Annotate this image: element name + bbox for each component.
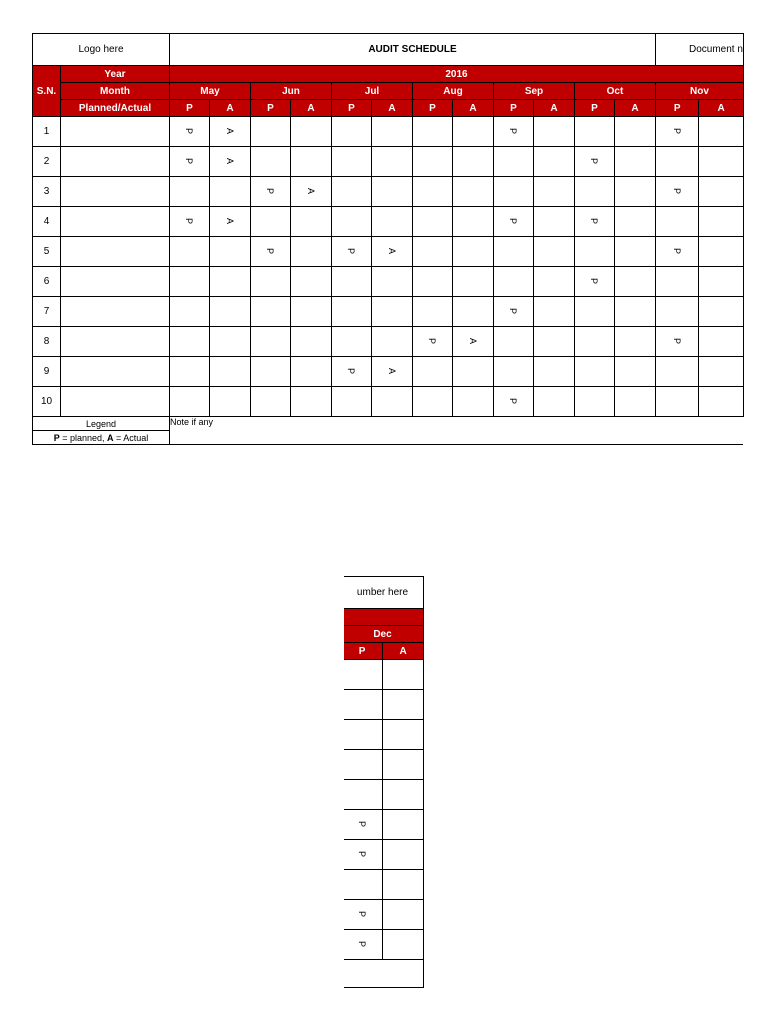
row-number: 8 (33, 327, 61, 357)
schedule-cell[interactable] (344, 780, 383, 810)
schedule-cell[interactable] (615, 387, 656, 417)
schedule-cell[interactable] (699, 327, 744, 357)
audit-name-cell[interactable] (61, 237, 170, 267)
schedule-cell[interactable] (656, 267, 699, 297)
month-jul: Jul (332, 83, 413, 100)
schedule-cell[interactable] (575, 177, 615, 207)
may-a-header: A (210, 100, 251, 117)
schedule-mark: P (184, 157, 195, 165)
schedule-cell[interactable] (413, 297, 453, 327)
table-row (33, 237, 744, 267)
schedule-cell[interactable] (615, 177, 656, 207)
legend-title: Legend (33, 417, 170, 431)
schedule-cell[interactable] (251, 297, 291, 327)
schedule-cell[interactable] (413, 267, 453, 297)
month-may: May (170, 83, 251, 100)
schedule-cell[interactable] (344, 810, 383, 840)
schedule-cell[interactable] (344, 900, 383, 930)
schedule-mark: P (357, 850, 368, 858)
schedule-cell[interactable] (372, 147, 413, 177)
schedule-cell[interactable] (615, 147, 656, 177)
aug-a-header: A (453, 100, 494, 117)
oct-p-header: P (575, 100, 615, 117)
schedule-cell[interactable] (575, 327, 615, 357)
schedule-cell[interactable] (210, 357, 251, 387)
audit-name-cell[interactable] (61, 147, 170, 177)
schedule-mark: A (386, 367, 397, 375)
schedule-cell[interactable] (210, 267, 251, 297)
schedule-mark: P (265, 247, 276, 255)
schedule-cell[interactable] (291, 237, 332, 267)
month-aug: Aug (413, 83, 494, 100)
may-p-header: P (170, 100, 210, 117)
table-row (33, 297, 744, 327)
schedule-cell[interactable] (251, 147, 291, 177)
schedule-cell[interactable] (291, 177, 332, 207)
schedule-cell[interactable] (170, 387, 210, 417)
schedule-cell[interactable] (210, 327, 251, 357)
schedule-mark: P (184, 217, 195, 225)
table-row (33, 387, 744, 417)
schedule-cell[interactable] (344, 720, 383, 750)
schedule-cell[interactable] (170, 327, 210, 357)
table-row (33, 207, 744, 237)
sep-p-header: P (494, 100, 534, 117)
schedule-cell[interactable] (615, 117, 656, 147)
schedule-cell[interactable] (656, 327, 699, 357)
month-nov: Nov (656, 83, 744, 100)
audit-name-cell[interactable] (61, 207, 170, 237)
schedule-cell[interactable] (656, 207, 699, 237)
schedule-mark: A (305, 187, 316, 195)
schedule-cell[interactable] (615, 357, 656, 387)
schedule-cell[interactable] (575, 207, 615, 237)
table-row (33, 327, 744, 357)
table-row (33, 357, 744, 387)
schedule-cell[interactable] (344, 750, 383, 780)
schedule-cell[interactable] (251, 387, 291, 417)
schedule-cell[interactable] (210, 297, 251, 327)
sn-header: S.N. (33, 66, 61, 117)
schedule-cell[interactable] (251, 237, 291, 267)
jul-a-header: A (372, 100, 413, 117)
schedule-mark: P (508, 217, 519, 225)
row-number: 1 (33, 117, 61, 147)
audit-name-cell[interactable] (61, 177, 170, 207)
schedule-cell[interactable] (656, 387, 699, 417)
schedule-cell[interactable] (344, 690, 383, 720)
schedule-cell[interactable] (383, 720, 424, 750)
schedule-cell[interactable] (332, 327, 372, 357)
schedule-cell[interactable] (383, 900, 424, 930)
month-label: Month (61, 83, 170, 100)
schedule-cell[interactable] (251, 117, 291, 147)
row-number: 3 (33, 177, 61, 207)
schedule-cell[interactable] (332, 177, 372, 207)
schedule-cell[interactable] (534, 237, 575, 267)
schedule-cell[interactable] (251, 327, 291, 357)
note-field: Note if any (170, 417, 744, 445)
schedule-cell[interactable] (453, 357, 494, 387)
schedule-cell[interactable] (453, 267, 494, 297)
schedule-cell[interactable] (291, 117, 332, 147)
schedule-cell[interactable] (453, 147, 494, 177)
schedule-cell[interactable] (372, 297, 413, 327)
table-row (33, 117, 744, 147)
schedule-cell[interactable] (170, 357, 210, 387)
note-field-continued (344, 960, 424, 988)
schedule-cell[interactable] (413, 117, 453, 147)
schedule-cell[interactable] (656, 117, 699, 147)
schedule-cell[interactable] (699, 357, 744, 387)
schedule-cell[interactable] (251, 357, 291, 387)
row-number: 9 (33, 357, 61, 387)
schedule-cell[interactable] (453, 177, 494, 207)
schedule-mark: P (265, 187, 276, 195)
schedule-cell[interactable] (413, 387, 453, 417)
schedule-cell[interactable] (656, 237, 699, 267)
schedule-cell[interactable] (699, 117, 744, 147)
schedule-cell[interactable] (699, 237, 744, 267)
table-row (344, 840, 424, 870)
logo-placeholder: Logo here (33, 34, 170, 66)
schedule-cell[interactable] (575, 357, 615, 387)
schedule-cell[interactable] (575, 297, 615, 327)
schedule-cell[interactable] (291, 267, 332, 297)
schedule-cell[interactable] (413, 237, 453, 267)
schedule-cell[interactable] (699, 297, 744, 327)
schedule-cell[interactable] (383, 690, 424, 720)
schedule-cell[interactable] (372, 387, 413, 417)
audit-name-cell[interactable] (61, 267, 170, 297)
schedule-cell[interactable] (291, 327, 332, 357)
schedule-cell[interactable] (372, 267, 413, 297)
schedule-mark: P (357, 820, 368, 828)
audit-name-cell[interactable] (61, 387, 170, 417)
audit-name-cell[interactable] (61, 117, 170, 147)
schedule-cell[interactable] (615, 297, 656, 327)
schedule-cell[interactable] (383, 780, 424, 810)
row-number: 7 (33, 297, 61, 327)
page-2 (344, 576, 426, 996)
schedule-cell[interactable] (210, 177, 251, 207)
schedule-cell[interactable] (383, 660, 424, 690)
schedule-mark: P (508, 127, 519, 135)
month-sep: Sep (494, 83, 575, 100)
aug-p-header: P (413, 100, 453, 117)
schedule-cell[interactable] (494, 177, 534, 207)
schedule-cell[interactable] (494, 117, 534, 147)
schedule-cell[interactable] (534, 117, 575, 147)
table-row (33, 267, 744, 297)
schedule-cell[interactable] (372, 177, 413, 207)
schedule-cell[interactable] (534, 327, 575, 357)
schedule-cell[interactable] (699, 387, 744, 417)
schedule-mark: P (589, 157, 600, 165)
schedule-cell[interactable] (494, 147, 534, 177)
schedule-mark: A (224, 157, 235, 165)
sep-a-header: A (534, 100, 575, 117)
schedule-cell[interactable] (291, 147, 332, 177)
schedule-cell[interactable] (332, 147, 372, 177)
schedule-cell[interactable] (494, 237, 534, 267)
row-number: 4 (33, 207, 61, 237)
schedule-cell[interactable] (170, 297, 210, 327)
schedule-cell[interactable] (453, 297, 494, 327)
month-dec: Dec (344, 626, 424, 643)
schedule-cell[interactable] (291, 297, 332, 327)
table-row (344, 690, 424, 720)
table-row (344, 780, 424, 810)
schedule-cell[interactable] (210, 237, 251, 267)
schedule-cell[interactable] (372, 117, 413, 147)
schedule-mark: P (184, 127, 195, 135)
document-number-left: Document n (656, 34, 744, 66)
jun-p-header: P (251, 100, 291, 117)
schedule-cell[interactable] (494, 267, 534, 297)
nov-p-header: P (656, 100, 699, 117)
audit-name-cell[interactable] (61, 327, 170, 357)
month-jun: Jun (251, 83, 332, 100)
schedule-cell[interactable] (575, 117, 615, 147)
schedule-cell[interactable] (575, 267, 615, 297)
schedule-mark: A (224, 217, 235, 225)
schedule-cell[interactable] (413, 147, 453, 177)
schedule-cell[interactable] (656, 177, 699, 207)
schedule-cell[interactable] (534, 147, 575, 177)
jul-p-header: P (332, 100, 372, 117)
schedule-cell[interactable] (413, 327, 453, 357)
schedule-cell[interactable] (656, 357, 699, 387)
schedule-cell[interactable] (332, 297, 372, 327)
schedule-cell[interactable] (332, 357, 372, 387)
schedule-cell[interactable] (210, 387, 251, 417)
dec-p-header: P (344, 643, 383, 660)
legend-text: P = planned, A = Actual (33, 431, 170, 445)
schedule-cell[interactable] (170, 207, 210, 237)
page-1 (32, 33, 768, 493)
table-row (344, 870, 424, 900)
schedule-cell[interactable] (383, 870, 424, 900)
schedule-cell[interactable] (699, 207, 744, 237)
audit-schedule-table (32, 33, 744, 445)
schedule-cell[interactable] (575, 147, 615, 177)
schedule-cell[interactable] (332, 117, 372, 147)
schedule-cell[interactable] (291, 207, 332, 237)
table-row (344, 810, 424, 840)
row-number: 2 (33, 147, 61, 177)
schedule-cell[interactable] (615, 207, 656, 237)
schedule-mark: P (427, 337, 438, 345)
schedule-mark: A (224, 127, 235, 135)
schedule-cell[interactable] (291, 357, 332, 387)
schedule-cell[interactable] (656, 147, 699, 177)
schedule-mark: P (346, 367, 357, 375)
schedule-cell[interactable] (494, 357, 534, 387)
schedule-cell[interactable] (453, 387, 494, 417)
schedule-mark: P (508, 307, 519, 315)
schedule-cell[interactable] (210, 207, 251, 237)
schedule-mark: A (467, 337, 478, 345)
schedule-cell[interactable] (494, 327, 534, 357)
jun-a-header: A (291, 100, 332, 117)
schedule-cell[interactable] (534, 267, 575, 297)
table-row (33, 147, 744, 177)
row-number: 10 (33, 387, 61, 417)
schedule-cell[interactable] (699, 147, 744, 177)
schedule-cell[interactable] (453, 207, 494, 237)
schedule-cell[interactable] (615, 237, 656, 267)
page-title: AUDIT SCHEDULE (170, 34, 656, 66)
table-row (344, 660, 424, 690)
year-value: 2016 (170, 66, 744, 83)
schedule-mark: P (357, 940, 368, 948)
schedule-cell[interactable] (170, 267, 210, 297)
schedule-cell[interactable] (413, 177, 453, 207)
schedule-cell[interactable] (413, 357, 453, 387)
nov-a-header: A (699, 100, 744, 117)
schedule-cell[interactable] (170, 147, 210, 177)
table-row (344, 900, 424, 930)
schedule-cell[interactable] (413, 207, 453, 237)
row-number: 6 (33, 267, 61, 297)
schedule-cell[interactable] (372, 237, 413, 267)
schedule-mark: P (672, 247, 683, 255)
schedule-cell[interactable] (494, 297, 534, 327)
schedule-cell[interactable] (453, 117, 494, 147)
schedule-cell[interactable] (170, 237, 210, 267)
schedule-cell[interactable] (372, 207, 413, 237)
year-value-continued (344, 609, 424, 626)
schedule-mark: P (589, 277, 600, 285)
schedule-mark: A (386, 247, 397, 255)
planned-actual-label: Planned/Actual (61, 100, 170, 117)
schedule-cell[interactable] (453, 327, 494, 357)
schedule-mark: P (672, 187, 683, 195)
schedule-cell[interactable] (344, 660, 383, 690)
schedule-cell[interactable] (494, 387, 534, 417)
table-row (33, 177, 744, 207)
schedule-cell[interactable] (615, 267, 656, 297)
schedule-cell[interactable] (291, 387, 332, 417)
schedule-mark: P (589, 217, 600, 225)
schedule-cell[interactable] (251, 267, 291, 297)
oct-a-header: A (615, 100, 656, 117)
schedule-cell[interactable] (344, 840, 383, 870)
schedule-mark: P (672, 337, 683, 345)
table-row (344, 720, 424, 750)
schedule-mark: P (672, 127, 683, 135)
document-number-right: umber here (344, 577, 424, 609)
schedule-cell[interactable] (383, 930, 424, 960)
schedule-cell[interactable] (534, 297, 575, 327)
schedule-cell[interactable] (699, 267, 744, 297)
schedule-cell[interactable] (251, 207, 291, 237)
schedule-cell[interactable] (534, 357, 575, 387)
audit-name-cell[interactable] (61, 297, 170, 327)
schedule-cell[interactable] (332, 387, 372, 417)
row-number: 5 (33, 237, 61, 267)
schedule-cell[interactable] (332, 267, 372, 297)
schedule-cell[interactable] (534, 207, 575, 237)
schedule-mark: P (357, 910, 368, 918)
schedule-cell[interactable] (372, 357, 413, 387)
schedule-cell[interactable] (332, 237, 372, 267)
schedule-cell[interactable] (615, 327, 656, 357)
schedule-cell[interactable] (453, 237, 494, 267)
schedule-cell[interactable] (383, 840, 424, 870)
year-label: Year (61, 66, 170, 83)
audit-name-cell[interactable] (61, 357, 170, 387)
schedule-cell[interactable] (372, 327, 413, 357)
schedule-cell[interactable] (170, 117, 210, 147)
schedule-cell[interactable] (344, 930, 383, 960)
schedule-cell[interactable] (332, 207, 372, 237)
table-row (344, 930, 424, 960)
schedule-mark: P (346, 247, 357, 255)
schedule-cell[interactable] (210, 147, 251, 177)
schedule-cell[interactable] (575, 237, 615, 267)
schedule-cell[interactable] (251, 177, 291, 207)
schedule-cell[interactable] (210, 117, 251, 147)
month-oct: Oct (575, 83, 656, 100)
table-row (344, 750, 424, 780)
schedule-cell[interactable] (534, 387, 575, 417)
schedule-cell[interactable] (699, 177, 744, 207)
schedule-cell[interactable] (344, 870, 383, 900)
schedule-cell[interactable] (383, 750, 424, 780)
schedule-cell[interactable] (383, 810, 424, 840)
dec-a-header: A (383, 643, 424, 660)
schedule-cell[interactable] (656, 297, 699, 327)
audit-schedule-continuation (344, 576, 424, 988)
schedule-cell[interactable] (494, 207, 534, 237)
schedule-cell[interactable] (534, 177, 575, 207)
schedule-cell[interactable] (170, 177, 210, 207)
schedule-cell[interactable] (575, 387, 615, 417)
schedule-mark: P (508, 397, 519, 405)
